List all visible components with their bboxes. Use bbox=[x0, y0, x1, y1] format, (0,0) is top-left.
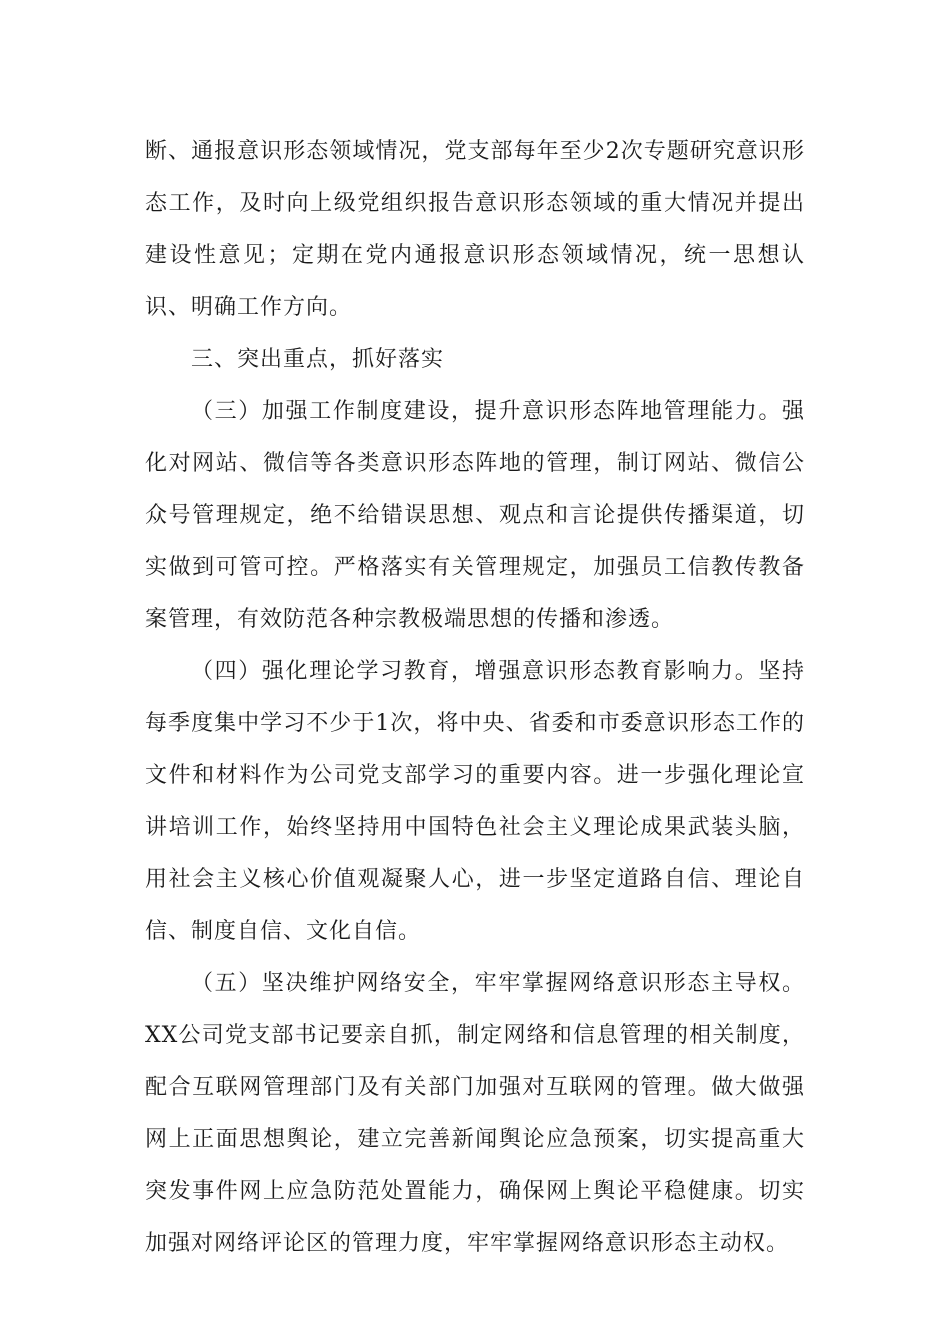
paragraph-5: （五）坚决维护网络安全，牢牢掌握网络意识形态主导权。XX公司党支部书记要亲自抓，制定网络和信息管理的相关制度，配合互联网管理部门及有关部门加强对互联网的管理。做大做强网上正面思想舆论，建立完善新闻舆论应急预案，切实提高重大突发事件网上应急防范处置能力，确保网上舆论平稳健康。切实加强对网络评论区的管理力度，牢牢掌握网络意识形态主动权。 bbox=[145, 971, 805, 1256]
document-body bbox=[145, 126, 805, 1270]
paragraph-continuation: 断、通报意识形态领域情况，党支部每年至少2次专题研究意识形态工作，及时向上级党组织报告意识形态领域的重大情况并提出建设性意见；定期在党内通报意识形态领域情况，统一思想认识、明确工作方向。 bbox=[145, 139, 805, 320]
paragraph-4: （四）强化理论学习教育，增强意识形态教育影响力。坚持每季度集中学习不少于1次，将中央、省委和市委意识形态工作的文件和材料作为公司党支部学习的重要内容。进一步强化理论宣讲培训工作，始终坚持用中国特色社会主义理论成果武装头脑，用社会主义核心价值观凝聚人心，进一步坚定道路自信、理论自信、制度自信、文化自信。 bbox=[145, 659, 805, 944]
section-heading: 三、突出重点，抓好落实 bbox=[191, 347, 445, 372]
paragraph-3: （三）加强工作制度建设，提升意识形态阵地管理能力。强化对网站、微信等各类意识形态阵地的管理，制订网站、微信公众号管理规定，绝不给错误思想、观点和言论提供传播渠道，切实做到可管可控。严格落实有关管理规定，加强员工信教传教备案管理，有效防范各种宗教极端思想的传播和渗透。 bbox=[145, 399, 805, 632]
